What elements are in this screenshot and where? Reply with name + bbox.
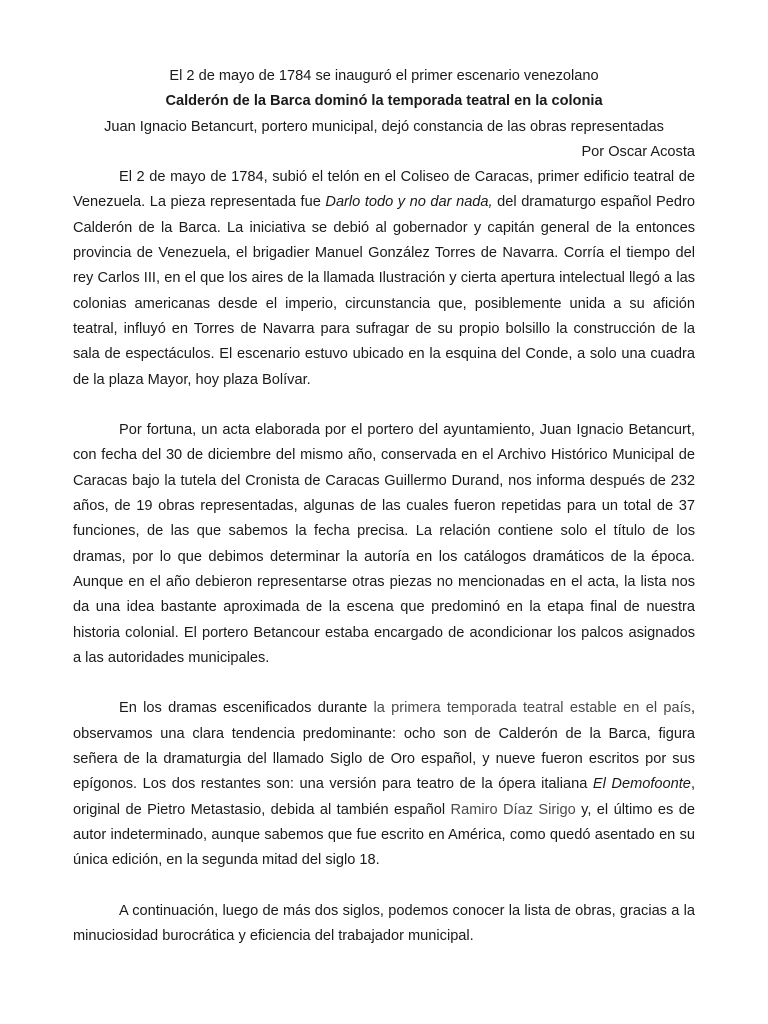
paragraph-gap <box>73 671 695 696</box>
paragraph-3-text-c: , observamos una clara tendencia predominante: ocho son de Calderón de la Barca, figura señera de la dramaturgia del llamado Siglo de Oro español, y nueve fueron escritos por sus epígonos. Los dos restantes son: una versión para teatro de la ópera italiana <box>73 700 695 793</box>
paragraph-gap <box>73 393 695 418</box>
paragraph-3-text-f: y, el último es de autor indeterminado, aunque sabemos que fue escrito en América, como quedó asentado en su única edición, en la segunda mitad del siglo 18. <box>73 801 695 869</box>
article-kicker: El 2 de mayo de 1784 se inauguró el primer escenario venezolano <box>169 68 599 84</box>
article-headline: Calderón de la Barca dominó la temporada teatral en la colonia <box>165 93 603 110</box>
paragraph-3-text-e: Ramiro Díaz Sirigo <box>450 801 576 818</box>
paragraph-gap <box>73 874 695 899</box>
play-title-demofoonte: El Demofoonte <box>592 776 691 793</box>
paragraph-3 <box>73 696 695 873</box>
paragraph-2: Por fortuna, un acta elaborada por el portero del ayuntamiento, Juan Ignacio Betancurt, con fecha del 30 de diciembre del mismo año, conservada en el Archivo Histórico Municipal de Caracas bajo la tutela del Cronista de Caracas Guillermo Durand, nos informa después de 232 años, de 19 obras representadas, algunas de las cuales fueron repetidas para un total de 37 funciones, de las que sabemos la fecha precisa. La relación contiene solo el título de los dramas, por lo que debimos determinar la autoría en los catálogos dramáticos de la época. Aunque en el año debieron representarse otras piezas no mencionadas en el acta, la lista nos da una idea bastante aproximada de la escena que predominó en la etapa final de nuestra historia colonial. El portero Betancour estaba encargado de acondicionar los palcos asignados a las autoridades municipales. <box>73 422 695 666</box>
article-byline: Por Oscar Acosta <box>581 143 695 160</box>
paragraph-1-text-b: del dramaturgo español Pedro Calderón de la Barca. La iniciativa se debió al gobernador y capitán general de la entonces provincia de Venezuela, el brigadier Manuel González Torres de Navarra. Corría el tiempo del rey Carlos III, en el que los aires de la llamada Ilustración y cierta apertura intelectual llegó a las colonias americanas desde el imperio, circunstancia que, posiblemente unida a su afición teatral, influyó en Torres de Navarra para sufragar de su propio bolsillo la construcción de la sala de espectáculos. El escenario estuvo ubicado en la esquina del Conde, a solo una cuadra de la plaza Mayor, hoy plaza Bolívar. <box>73 194 695 388</box>
paragraph-4: A continuación, luego de más dos siglos, podemos conocer la lista de obras, gracias a la minuciosidad burocrática y eficiencia del trabajador municipal. <box>73 902 695 945</box>
paragraph-1-text-a: El 2 de mayo de 1784, subió el telón en el Coliseo de Caracas, primer edificio teatral de Venezuela. La pieza representada fue <box>73 169 695 211</box>
article-subhead: Juan Ignacio Betancurt, portero municipal, dejó constancia de las obras representadas <box>104 118 664 135</box>
document-page <box>73 64 695 949</box>
paragraph-3-text-a: En los dramas escenificados durante <box>119 700 374 717</box>
paragraph-3-text-b: la primera temporada teatral estable en el país <box>373 700 691 717</box>
paragraph-3-text-d: , original de Pietro Metastasio, debida al también español <box>73 776 695 818</box>
paragraph-1 <box>73 165 695 393</box>
play-title-darlo-todo: Darlo todo y no dar nada, <box>325 194 493 211</box>
